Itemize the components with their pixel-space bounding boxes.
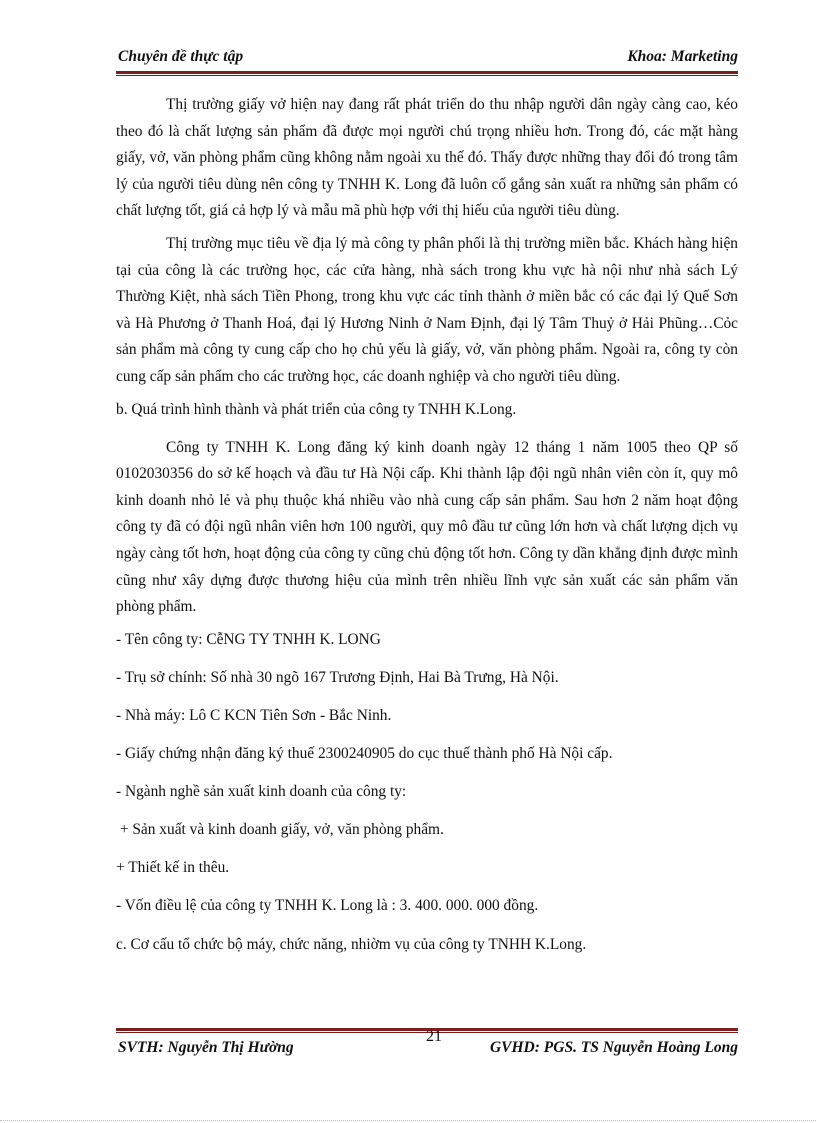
header-left: Chuyên đề thực tập <box>118 48 244 65</box>
page-body <box>116 92 738 970</box>
list-item-charter-capital: - Vốn điều lệ của công ty TNHH K. Long là : 3. 400. 000. 000 đồng. <box>116 897 539 915</box>
header-rule <box>116 71 738 76</box>
section-b-heading: b. Quá trình hình thành và phát triển của công ty TNHH K.Long. <box>116 400 517 418</box>
page-footer <box>116 1028 738 1060</box>
paragraph-history: Công ty TNHH K. Long đăng ký kinh doanh ngày 12 tháng 1 năm 1005 theo QP số 0102030356 do sở kế hoạch và đầu tư Hà Nội cấp. Khi thành lập đội ngũ nhân viên còn ít, quy mô kinh doanh nhỏ lẻ và phụ thuộc khá nhiều vào nhà cung cấp sản phẩm. Sau hơn 2 năm hoạt động công ty đã có đội ngũ nhân viên hơn 100 người, quy mô đầu tư cũng lớn hơn và chất lượng dịch vụ ngày càng tốt hơn, hoạt động của công ty cũng chủ động tốt hơn. Công ty dần khẳng định được mình cũng như xây dựng được thương hiệu của mình trên nhiều lĩnh vực sản xuất các sản phẩm văn phòng phẩm. <box>116 438 738 616</box>
list-item-business-lines: - Ngành nghề sản xuất kinh doanh của công ty: <box>116 783 407 801</box>
section-c-heading: c. Cơ cấu tổ chức bộ máy, chức năng, nhiờm vụ của công ty TNHH K.Long. <box>116 935 587 953</box>
list-item-embroidery: + Thiết kế in thêu. <box>116 859 230 877</box>
page-header <box>116 46 738 70</box>
list-item-production: + Sản xuất và kinh doanh giấy, vở, văn phòng phẩm. <box>116 821 444 839</box>
list-item-head-office: - Trụ sở chính: Số nhà 30 ngõ 167 Trương Định, Hai Bà Trưng, Hà Nội. <box>116 668 559 686</box>
header-right: Khoa: Marketing <box>627 48 738 65</box>
list-item-company-name: - Tên công ty: CễNG TY TNHH K. LONG <box>116 630 381 648</box>
list-item-factory: - Nhà máy: Lô C KCN Tiên Sơn - Bắc Ninh. <box>116 706 392 724</box>
footer-supervisor: GVHD: PGS. TS Nguyễn Hoàng Long <box>489 1039 738 1056</box>
paragraph-target-market: Thị trường mục tiêu về địa lý mà công ty phân phối là thị trường miền bắc. Khách hàng hiện tại của công là các trường học, các cửa hàng, nhà sách trong khu vực hà nội như nhà sách Lý Thường Kiệt, nhà sách Tiền Phong, trong khu vực các tỉnh thành ở miền bắc có các đại lý Quế Sơn và Hà Phương ở Thanh Hoá, đại lý Hương Ninh ở Nam Định, đại lý Tâm Thuỷ ở Hải Phũng…Cỏc sản phẩm mà công ty cung cấp cho họ chủ yếu là giấy, vở, văn phòng phẩm. Ngoài ra, công ty còn cung cấp sản phẩm cho các trường học, các doanh nghiệp và cho người tiêu dùng. <box>116 234 738 385</box>
paragraph-market: Thị trường giấy vở hiện nay đang rất phát triển do thu nhập người dân ngày càng cao, kéo theo đó là chất lượng sản phẩm đã được mọi người chú trọng nhiều hơn. Trong đó, các mặt hàng giấy, vở, văn phòng phẩm cũng không nằm ngoài xu thế đó. Thấy được những thay đổi đó trong tâm lý của người tiêu dùng nên công ty TNHH K. Long đã luôn cố gắng sản xuất ra những sản phẩm có chất lượng tốt, giá cả hợp lý và mẫu mã phù hợp với thị hiếu của người tiêu dùng. <box>116 96 738 220</box>
footer-student: SVTH: Nguyễn Thị Hường <box>118 1039 294 1056</box>
page-number: 21 <box>426 1028 442 1045</box>
list-item-tax-cert: - Giấy chứng nhận đăng ký thuế 2300240905 do cục thuế thành phố Hà Nội cấp. <box>116 745 613 763</box>
page-edge-dots <box>0 1120 816 1121</box>
